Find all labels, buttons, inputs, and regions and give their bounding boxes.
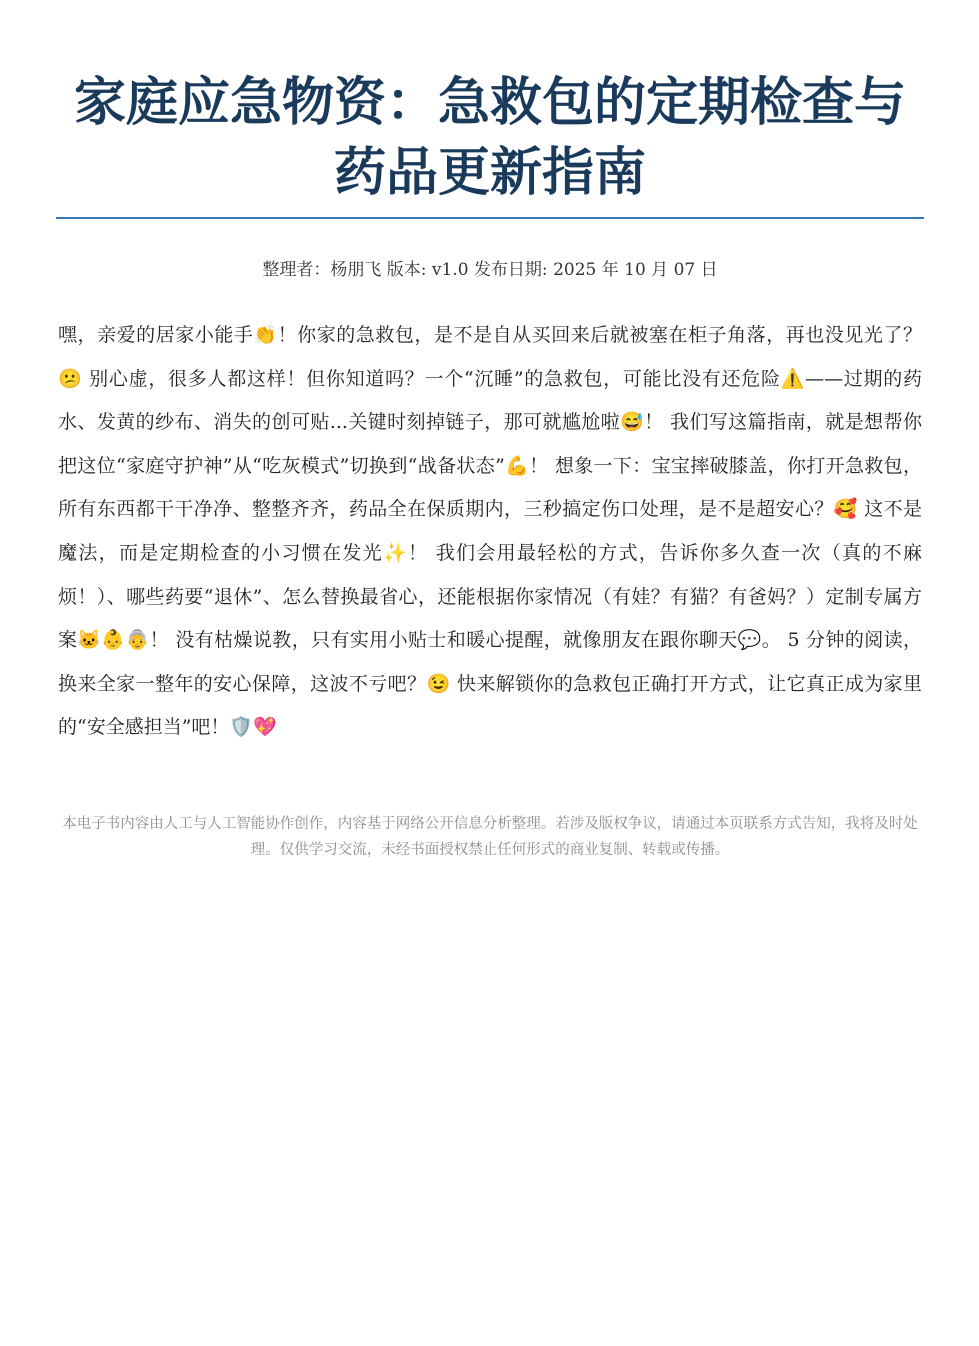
title-divider	[56, 217, 924, 219]
document-meta: 整理者：杨朋飞 版本: v1.0 发布日期: 2025 年 10 月 07 日	[262, 260, 718, 280]
intro-paragraph: 嘿，亲爱的居家小能手👏！你家的急救包，是不是自从买回来后就被塞在柜子角落，再也没见光了？😕 别心虚，很多人都这样！但你知道吗？一个“沉睡”的急救包，可能比没有还危险⚠️——过期的药水、发黄的纱布、消失的创可贴...关键时刻掉链子，那可就尴尬啦😅！ 我们写这篇指南，就是想帮你把这位“家庭守护神”从“吃灰模式”切换到“战备状态”💪！ 想象一下：宝宝摔破膝盖，你打开急救包，所有东西都干干净净、整整齐齐，药品全在保质期内，三秒搞定伤口处理，是不是超安心？🥰 这不是魔法，而是定期检查的小习惯在发光✨！ 我们会用最轻松的方式，告诉你多久查一次（真的不麻烦！）、哪些药要“退休”、怎么替换最省心，还能根据你家情况（有娃？有猫？有爸妈？）定制专属方案🐱👶👵！ 没有枯燥说教，只有实用小贴士和暖心提醒，就像朋友在跟你聊天💬。 5 分钟的阅读，换来全家一整年的安心保障，这波不亏吧？😉 快来解锁你的急救包正确打开方式，让它真正成为家里的“安全感担当”吧！🛡️💖	[58, 324, 922, 739]
document-title: 家庭应急物资：急救包的定期检查与药品更新指南	[73, 73, 906, 203]
copyright-notice: 本电子书内容由人工与人工智能协作创作，内容基于网络公开信息分析整理。若涉及版权争议，请通过本页联系方式告知，我将及时处理。仅供学习交流，未经书面授权禁止任何形式的商业复制、转载或传播。	[62, 816, 918, 858]
